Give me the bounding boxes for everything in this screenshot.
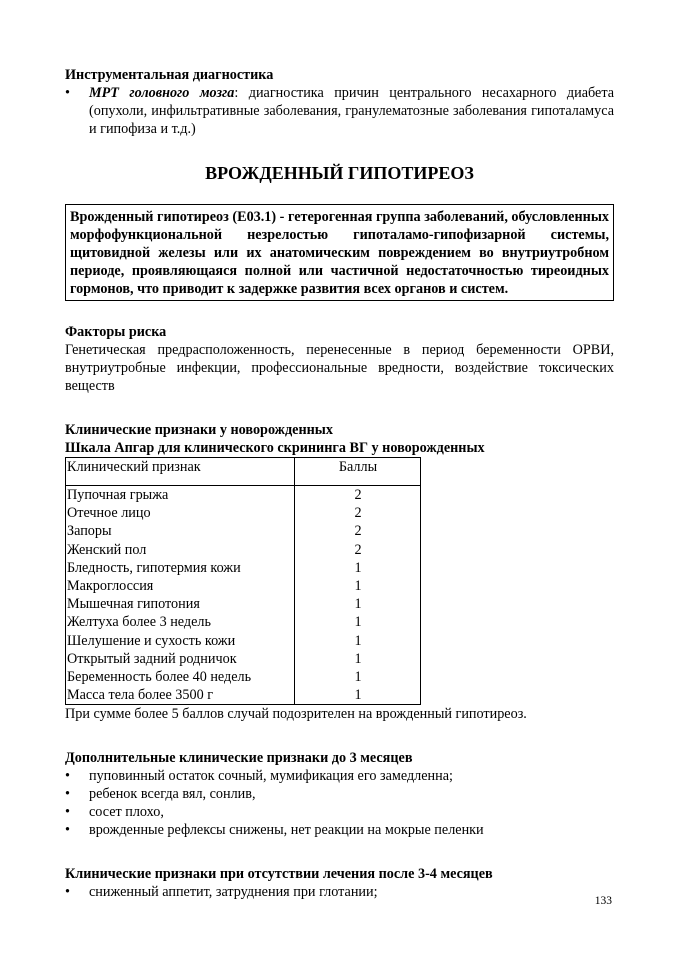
bullet-icon: •: [65, 768, 70, 785]
list-item: [65, 767, 614, 785]
score-cell: 1: [295, 632, 421, 650]
page-number: 133: [594, 895, 612, 907]
table-row: [66, 577, 421, 595]
definition-box: Врожденный гипотиреоз (Е03.1) - гетерогенная группа заболеваний, обусловленных морфофункциональной незрелостью гипоталамо-гипофизарной системы, щитовидной железы или их анатомическим повреждением во внутриутробном периоде, проявляющаяся полной или частичной недостаточностью тиреоидных гормонов, что приводит к задержке развития всех органов и систем.: [65, 204, 614, 301]
sign-cell: Шелушение и сухость кожи: [67, 632, 236, 649]
sign-cell: Пупочная грыжа: [67, 487, 169, 503]
list-item-text: врожденные рефлексы снижены, нет реакции на мокрые пеленки: [89, 822, 484, 839]
column-header-score: Баллы: [295, 458, 421, 486]
table-row: [66, 686, 421, 705]
risk-text: Генетическая предрасположенность, перенесенные в период беременности ОРВИ, внутриутробные инфекции, профессиональные вредности, воздействие токсических веществ: [65, 342, 614, 394]
additional-heading: Дополнительные клинические признаки до 3 месяцев: [65, 750, 413, 767]
score-cell: 1: [295, 559, 421, 577]
page-title: ВРОЖДЕННЫЙ ГИПОТИРЕОЗ: [205, 163, 474, 183]
score-cell: 2: [295, 541, 421, 559]
additional-section: [65, 749, 614, 839]
score-cell: 1: [295, 668, 421, 686]
additional-list: [65, 767, 614, 839]
bullet-icon: •: [65, 804, 70, 821]
instrumental-section: [65, 66, 614, 138]
score-cell: 1: [295, 595, 421, 613]
apgar-heading: Шкала Апгар для клинического скрининга ВГ у новорожденных: [65, 440, 485, 456]
list-item: [65, 821, 614, 839]
sign-cell: Мышечная гипотония: [67, 596, 200, 613]
apgar-table: [65, 457, 421, 705]
table-row: [66, 595, 421, 613]
sign-cell: Открытый задний родничок: [67, 650, 237, 667]
list-item: [65, 785, 614, 803]
untreated-heading: Клинические признаки при отсутствии лечения после 3-4 месяцев: [65, 866, 493, 883]
column-header-sign: Клинический признак: [66, 458, 295, 486]
list-item: [65, 803, 614, 821]
sign-cell: Отечное лицо: [67, 505, 151, 522]
sign-cell: Женский пол: [67, 541, 147, 558]
list-item: [65, 883, 614, 901]
newborn-section: [65, 421, 614, 723]
apgar-note: При сумме более 5 баллов случай подозрителен на врожденный гипотиреоз.: [65, 706, 527, 723]
table-row: [66, 522, 421, 540]
list-item-text: сниженный аппетит, затруднения при глотании;: [89, 884, 378, 901]
table-row: [66, 650, 421, 668]
score-cell: 1: [295, 577, 421, 595]
list-item-text: сосет плохо,: [89, 804, 164, 821]
document-page: [65, 66, 614, 901]
bullet-icon: •: [65, 884, 70, 901]
score-cell: 2: [295, 486, 421, 505]
table-row: [66, 632, 421, 650]
table-row: [66, 486, 421, 505]
sign-cell: Запоры: [67, 523, 112, 540]
sign-cell: Масса тела более 3500 г: [67, 687, 214, 704]
bullet-icon: •: [65, 786, 70, 803]
table-row: [66, 613, 421, 631]
table-row: [66, 541, 421, 559]
sign-cell: Макроглоссия: [67, 578, 154, 595]
table-header-row: [66, 458, 421, 486]
untreated-section: [65, 865, 614, 901]
table-row: [66, 668, 421, 686]
list-item-text: пуповинный остаток сочный, мумификация его замедленна;: [89, 768, 453, 785]
risk-section: [65, 323, 614, 395]
score-cell: 1: [295, 613, 421, 631]
sign-cell: Бледность, гипотермия кожи: [67, 559, 241, 576]
table-row: [66, 504, 421, 522]
score-cell: 1: [295, 686, 421, 705]
score-cell: 2: [295, 504, 421, 522]
sign-cell: Беременность более 40 недель: [67, 669, 252, 686]
mri-description: : диагностика причин центрального несахарного диабета (опухоли, инфильтративные заболевания, гранулематозные заболевания гипоталамуса и гипофиза и т.д.): [89, 85, 614, 137]
risk-heading: Факторы риска: [65, 324, 167, 340]
bullet-icon: •: [65, 822, 70, 839]
sign-cell: Желтуха более 3 недель: [67, 614, 211, 631]
instrumental-heading: Инструментальная диагностика: [65, 67, 274, 83]
newborn-heading: Клинические признаки у новорожденных: [65, 422, 333, 438]
bullet-icon: •: [65, 85, 70, 101]
untreated-list: [65, 883, 614, 901]
list-item-text: ребенок всегда вял, сонлив,: [89, 786, 256, 803]
table-row: [66, 559, 421, 577]
instrumental-list: [65, 84, 614, 138]
mri-term: МРТ головного мозга: [89, 85, 235, 101]
score-cell: 1: [295, 650, 421, 668]
list-item: [65, 84, 614, 138]
score-cell: 2: [295, 522, 421, 540]
